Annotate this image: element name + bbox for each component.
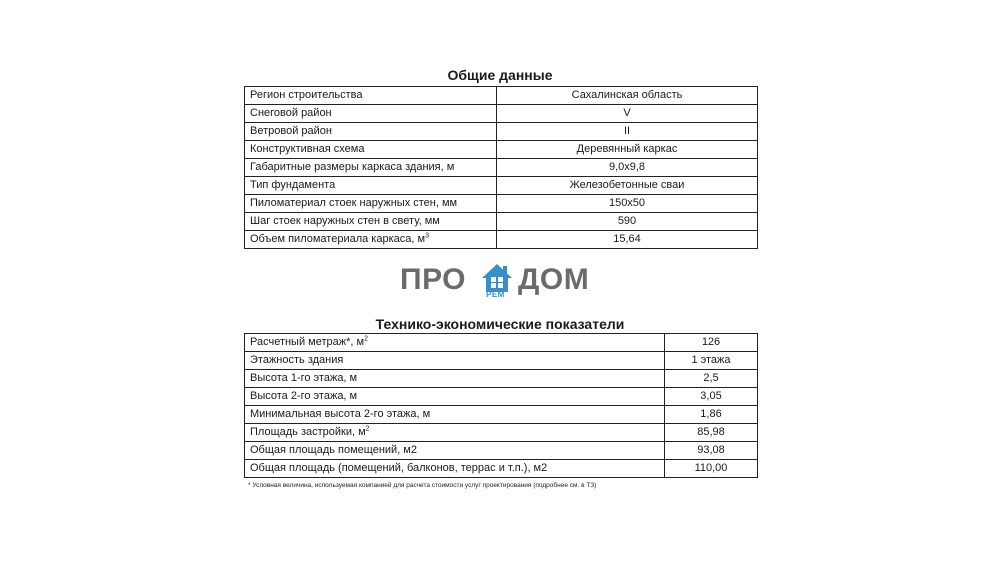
general-data-title: Общие данные <box>447 67 553 83</box>
general-data-label: Объем пиломатериала каркаса, $м^3$ <box>245 231 497 249</box>
table-row <box>245 370 758 388</box>
indicator-label: Высота 2-го этажа, м <box>245 388 665 406</box>
indicator-value: 1 этажа <box>665 352 758 370</box>
technical-indicators-title: Технико-экономические показатели <box>375 316 625 332</box>
unit-superscript: 2 <box>365 425 370 433</box>
general-data-value: 15,64 <box>497 231 758 249</box>
table-row <box>245 388 758 406</box>
indicator-label: Минимальная высота 2-го этажа, м <box>245 406 665 424</box>
general-data-value: Сахалинская область <box>497 87 758 105</box>
indicator-label: Этажность здания <box>245 352 665 370</box>
general-data-label: Тип фундамента <box>245 177 497 195</box>
general-data-value: II <box>497 123 758 141</box>
footnote: * Условная величина, используемая компанией для расчета стоимости услуг проектирования (подробнее см. в ТЗ) <box>248 482 597 489</box>
table-row <box>245 213 758 231</box>
general-data-label: Пиломатериал стоек наружных стен, мм <box>245 195 497 213</box>
table-row <box>245 87 758 105</box>
table-row <box>245 334 758 352</box>
general-data-value: 9,0х9,8 <box>497 159 758 177</box>
prodom-logo <box>400 262 600 302</box>
table-row <box>245 195 758 213</box>
technical-indicators-table <box>244 333 758 478</box>
logo-subtext: РЕМ <box>486 290 505 299</box>
indicator-value: 85,98 <box>665 424 758 442</box>
table-row <box>245 105 758 123</box>
indicator-label: Общая площадь (помещений, балконов, террас и т.п.), м2 <box>245 460 665 478</box>
table-row <box>245 442 758 460</box>
indicator-label: Площадь застройки, $м^2$ <box>245 424 665 442</box>
indicator-value: 110,00 <box>665 460 758 478</box>
general-data-value: 150х50 <box>497 195 758 213</box>
table-row <box>245 460 758 478</box>
general-data-value: Деревянный каркас <box>497 141 758 159</box>
table-row <box>245 352 758 370</box>
indicator-value: 2,5 <box>665 370 758 388</box>
table-row <box>245 159 758 177</box>
logo-text-pro: ПРО <box>400 263 467 296</box>
indicator-label: Общая площадь помещений, м2 <box>245 442 665 460</box>
general-data-label: Конструктивная схема <box>245 141 497 159</box>
logo-text-dom: ДОМ <box>518 263 590 296</box>
table-row <box>245 177 758 195</box>
indicator-value: 3,05 <box>665 388 758 406</box>
general-data-value: V <box>497 105 758 123</box>
general-data-value: 590 <box>497 213 758 231</box>
unit-superscript: 2 <box>364 335 368 343</box>
indicator-label: Высота 1-го этажа, м <box>245 370 665 388</box>
general-data-table <box>244 86 758 249</box>
table-row <box>245 424 758 442</box>
indicator-value: 93,08 <box>665 442 758 460</box>
general-data-label: Шаг стоек наружных стен в свету, мм <box>245 213 497 231</box>
general-data-label: Регион строительства <box>245 87 497 105</box>
table-row <box>245 406 758 424</box>
indicator-label: Расчетный метраж*, $м^2$ <box>245 334 665 352</box>
indicator-value: 1,86 <box>665 406 758 424</box>
general-data-value: Железобетонные сваи <box>497 177 758 195</box>
table-row <box>245 141 758 159</box>
table-row <box>245 123 758 141</box>
unit-superscript: 3 <box>425 232 429 240</box>
general-data-label: Снеговой район <box>245 105 497 123</box>
general-data-label: Ветровой район <box>245 123 497 141</box>
indicator-value: 126 <box>665 334 758 352</box>
general-data-label: Габаритные размеры каркаса здания, м <box>245 159 497 177</box>
table-row <box>245 231 758 249</box>
